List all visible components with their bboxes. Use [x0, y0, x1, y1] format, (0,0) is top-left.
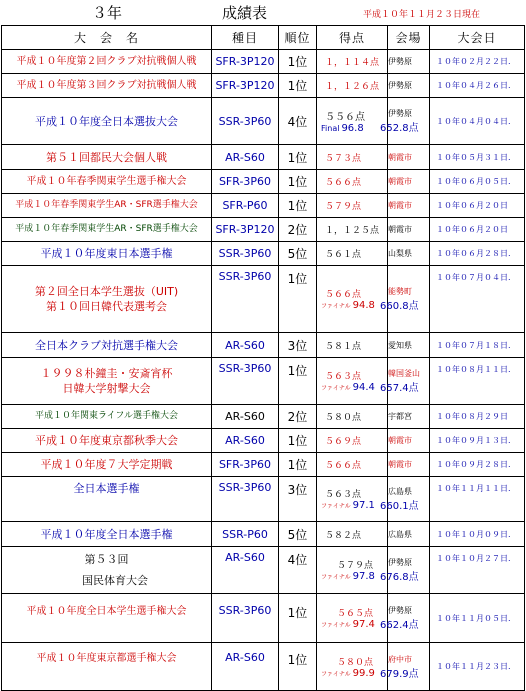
score-value: ５６６点 [325, 290, 362, 300]
score-value: ５７９点 [325, 202, 362, 212]
table-row [2, 477, 525, 522]
venue: 朝霞市 [388, 170, 430, 194]
score [317, 98, 388, 145]
date: １０年１０月０９日. [430, 522, 525, 547]
table-row [2, 74, 525, 98]
score [317, 170, 388, 194]
score [317, 145, 388, 170]
venue [380, 594, 430, 643]
total-score: 676.8点 [380, 572, 419, 583]
final-score [317, 123, 387, 134]
col-header-name: 大 会 名 [2, 26, 212, 50]
rank: 4位 [279, 98, 317, 145]
tournament-name: 平成１０年度全日本学生選手権大会 [2, 594, 212, 643]
date: １０年０４月０４日. [430, 98, 525, 145]
event-type: SSR-3P60 [212, 358, 279, 405]
table-row [2, 145, 525, 170]
tournament-name-line-1: 第５３回 [84, 553, 129, 566]
col-header-score: 得点 [317, 26, 388, 50]
venue: 朝霞市 [388, 218, 430, 242]
venue: 宇都宮 [388, 405, 430, 429]
tournament-name: 平成１０年春季関東学生AR・SFR選手権大会 [2, 218, 212, 242]
venue-name: 韓国釜山 [388, 369, 420, 378]
final-score [317, 668, 387, 679]
score [317, 643, 388, 691]
page-title: 成績表 [222, 4, 268, 22]
rank: 1位 [279, 429, 317, 453]
event-type: AR-S60 [212, 547, 279, 594]
table-row [2, 194, 525, 218]
tournament-name: 平成１０年度東日本選手権 [2, 242, 212, 266]
score-value: ５８１点 [325, 341, 362, 352]
score [317, 477, 388, 522]
score [317, 358, 388, 405]
score-value: ５８０点 [337, 657, 374, 668]
date: １０年０９月２８日. [430, 453, 525, 477]
table-row [2, 50, 525, 74]
date: １０年１０月２７日. [430, 547, 525, 594]
score [317, 74, 388, 98]
table-row [2, 405, 525, 429]
tournament-name-line-2: 第１０回日韓代表選考会 [46, 300, 167, 313]
tournament-name-line-1: １９９８朴鐘圭・安斎宵杯 [40, 367, 173, 380]
date: １０年０６月２８日. [430, 242, 525, 266]
final-value: 97.8 [352, 571, 375, 582]
score [317, 266, 388, 333]
event-type: SSR-P60 [212, 522, 279, 547]
final-value: 94.8 [352, 300, 375, 311]
score-value: ５８０点 [325, 413, 362, 423]
rank: 1位 [279, 50, 317, 74]
table-row [2, 594, 525, 643]
date: １０年０６月０５日. [430, 170, 525, 194]
score [317, 522, 388, 547]
event-type: AR-S60 [212, 405, 279, 429]
event-type: SFR-3P60 [212, 453, 279, 477]
final-label: Final [321, 124, 340, 133]
col-header-event: 種目 [212, 26, 279, 50]
tournament-name-line-2: 日韓大学射撃大会 [62, 382, 151, 395]
date: １０年１１月２３日. [430, 643, 525, 691]
rank: 1位 [279, 358, 317, 405]
event-type: SFR-3P120 [212, 74, 279, 98]
final-label: ファイナル [321, 622, 351, 629]
tournament-name: 平成１０年春季関東学生選手権大会 [2, 170, 212, 194]
table-row [2, 170, 525, 194]
final-value: 97.4 [352, 619, 375, 630]
total-score: 652.8点 [380, 123, 419, 134]
date: １０年０２月２２日. [430, 50, 525, 74]
tournament-name: 平成１０年度全日本選抜大会 [2, 98, 212, 145]
tournament-name [2, 358, 212, 405]
table-row [2, 98, 525, 145]
score-value: ５６３点 [325, 490, 362, 500]
final-value: 97.1 [352, 500, 375, 511]
final-score [317, 300, 387, 311]
tournament-name-line-2: 国民体育大会 [82, 574, 148, 587]
tournament-name: 平成１０年度全日本選手権 [2, 522, 212, 547]
table-row [2, 453, 525, 477]
date: １０年１１月１１日. [430, 477, 525, 522]
venue-name: 広島県 [388, 487, 412, 496]
date: １０年１１月０５日. [430, 594, 525, 643]
total-score: 662.4点 [380, 620, 419, 631]
final-score [317, 382, 387, 393]
col-header-venue: 会場 [388, 26, 430, 50]
rank: 1位 [279, 194, 317, 218]
grade-label: ３年 [92, 4, 123, 22]
event-type: SFR-3P120 [212, 50, 279, 74]
score [317, 333, 388, 358]
event-type: AR-S60 [212, 333, 279, 358]
rank: 2位 [279, 405, 317, 429]
total-score: 660.8点 [380, 301, 419, 312]
table-row [2, 429, 525, 453]
tournament-name: 第５１回都民大会個人戦 [2, 145, 212, 170]
page-header [0, 0, 526, 24]
venue: 愛知県 [388, 333, 430, 358]
score-value: ５６３点 [325, 372, 362, 382]
venue-name: 能勢町 [388, 287, 412, 296]
venue: 伊勢原 [388, 74, 430, 98]
final-label: ファイナル [321, 574, 351, 581]
table-header-row [2, 26, 525, 50]
rank: 1位 [279, 594, 317, 643]
venue [380, 643, 430, 691]
tournament-name-line-1: 第２回全日本学生選抜（UIT) [34, 285, 179, 298]
score-value: ５８２点 [325, 530, 362, 541]
venue [380, 358, 430, 405]
results-table [1, 25, 525, 691]
venue [380, 477, 430, 522]
score-value: １，１１４点 [325, 58, 380, 68]
rank: 5位 [279, 242, 317, 266]
rank: 2位 [279, 218, 317, 242]
total-score: 657.4点 [380, 383, 419, 394]
table-row [2, 218, 525, 242]
table-row [2, 266, 525, 333]
tournament-name: 全日本クラブ対抗選手権大会 [2, 333, 212, 358]
score [317, 194, 388, 218]
table-row [2, 333, 525, 358]
score-value: ５６９点 [325, 437, 362, 447]
tournament-name: 平成１０年度第２回クラブ対抗戦個人戦 [2, 50, 212, 74]
event-type: SSR-3P60 [212, 594, 279, 643]
tournament-name: 平成１０年度７大学定期戦 [2, 453, 212, 477]
event-type: AR-S60 [212, 643, 279, 691]
date: １０年０６月２０日 [430, 218, 525, 242]
event-type: SSR-3P60 [212, 98, 279, 145]
table-row [2, 643, 525, 691]
event-type: SSR-3P60 [212, 477, 279, 522]
tournament-name: 平成１０年度東京都選手権大会 [2, 643, 212, 691]
score [317, 405, 388, 429]
venue: 朝霞市 [388, 453, 430, 477]
venue-name: 伊勢原 [388, 606, 412, 615]
rank: 1位 [279, 643, 317, 691]
date: １０年０５月３１日. [430, 145, 525, 170]
final-value: 96.8 [341, 123, 364, 134]
final-value: 99.9 [352, 667, 375, 679]
rank: 3位 [279, 333, 317, 358]
score [317, 429, 388, 453]
score [317, 218, 388, 242]
rank: 1位 [279, 266, 317, 333]
venue [380, 266, 430, 333]
rank: 1位 [279, 170, 317, 194]
score [317, 453, 388, 477]
tournament-name [2, 547, 212, 594]
score [317, 547, 388, 594]
score-value: ５６６点 [325, 178, 362, 188]
final-score [317, 619, 387, 630]
score-value: ５７３点 [325, 153, 362, 164]
final-label: ファイナル [321, 670, 351, 678]
final-label: ファイナル [321, 303, 351, 310]
score-value: ５７９点 [337, 561, 374, 571]
venue-name: 府中市 [388, 654, 412, 664]
venue: 朝霞市 [388, 194, 430, 218]
event-type: SFR-P60 [212, 194, 279, 218]
venue: 広島県 [388, 522, 430, 547]
score-value: ５５６点 [325, 112, 365, 123]
total-score: 679.9点 [380, 668, 419, 680]
tournament-name: 平成１０年度東京都秋季大会 [2, 429, 212, 453]
tournament-name: 平成１０年春季関東学生AR・SFR選手権大会 [2, 194, 212, 218]
venue-name: 伊勢原 [388, 558, 412, 567]
score-value: １，１２５点 [325, 226, 380, 236]
venue-name: 伊勢原 [388, 109, 412, 118]
table-row [2, 547, 525, 594]
event-type: AR-S60 [212, 145, 279, 170]
table-row [2, 242, 525, 266]
total-score: 660.1点 [380, 501, 419, 512]
rank: 1位 [279, 74, 317, 98]
score [317, 242, 388, 266]
venue: 朝霞市 [388, 145, 430, 170]
score-value: ５６１点 [325, 250, 362, 260]
final-value: 94.4 [352, 382, 375, 393]
as-of-date: 平成１０年１１月２３日現在 [363, 10, 481, 20]
event-type: SSR-3P60 [212, 242, 279, 266]
date: １０年０４月２６日. [430, 74, 525, 98]
event-type: SFR-3P60 [212, 170, 279, 194]
event-type: AR-S60 [212, 429, 279, 453]
tournament-name [2, 266, 212, 333]
score-value: ５６５点 [337, 609, 374, 619]
venue: 山梨県 [388, 242, 430, 266]
tournament-name: 全日本選手権 [2, 477, 212, 522]
event-type: SFR-3P120 [212, 218, 279, 242]
final-label: ファイナル [321, 503, 351, 510]
tournament-name: 平成１０年度第３回クラブ対抗戦個人戦 [2, 74, 212, 98]
rank: 4位 [279, 547, 317, 594]
table-row [2, 522, 525, 547]
final-score [317, 500, 387, 511]
date: １０年０８月２９日 [430, 405, 525, 429]
final-score [317, 571, 387, 582]
rank: 1位 [279, 453, 317, 477]
score-value: １，１２６点 [325, 82, 380, 92]
rank: 1位 [279, 145, 317, 170]
date: １０年０８月１１日. [430, 358, 525, 405]
score-value: ５６６点 [325, 461, 362, 471]
venue: 伊勢原 [388, 50, 430, 74]
tournament-name: 平成１０年関東ライフル選手権大会 [2, 405, 212, 429]
event-type: SSR-3P60 [212, 266, 279, 333]
rank: 3位 [279, 477, 317, 522]
date: １０年０７月１８日. [430, 333, 525, 358]
final-label: ファイナル [321, 385, 351, 392]
venue [380, 98, 430, 145]
rank: 5位 [279, 522, 317, 547]
score [317, 50, 388, 74]
date: １０年０９月１３日. [430, 429, 525, 453]
col-header-date: 大会日 [430, 26, 525, 50]
score [317, 594, 388, 643]
date: １０年０７月０４日. [430, 266, 525, 333]
venue: 朝霞市 [388, 429, 430, 453]
col-header-rank: 順位 [279, 26, 317, 50]
venue [380, 547, 430, 594]
date: １０年０６月２０日 [430, 194, 525, 218]
table-row [2, 358, 525, 405]
